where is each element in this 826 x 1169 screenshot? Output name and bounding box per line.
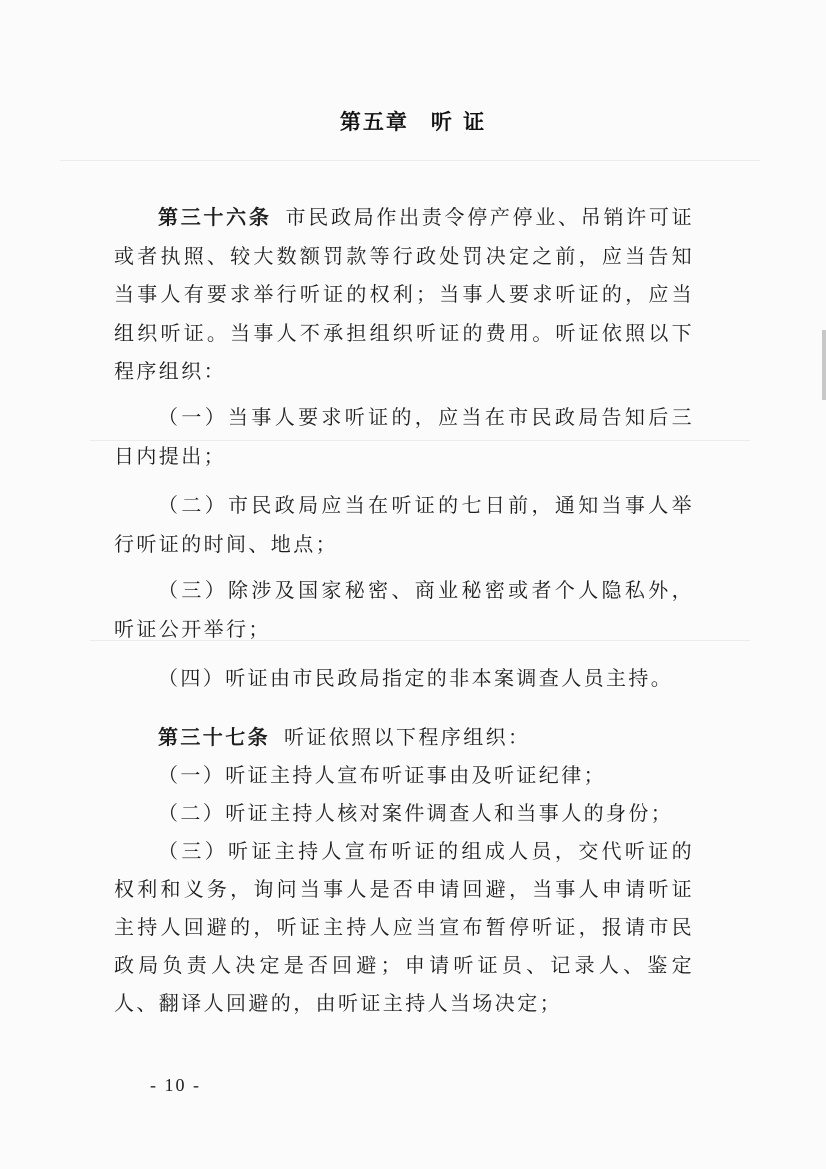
chapter-subtitle: 听 证 <box>430 110 487 134</box>
article-36-item-1: （一）当事人要求听证的，应当在市民政局告知后三日内提出； <box>114 405 694 468</box>
article-37-item-3: （三）听证主持人宣布听证的组成人员，交代听证的权利和义务，询问当事人是否申请回避，当事人申请听证主持人回避的，听证主持人应当宣布暂停听证，报请市民政局负责人决定是否回避；申请听证员、记录人、鉴定人、翻译人回避的，由听证主持人当场决定； <box>114 839 694 1015</box>
scan-edge-mark <box>822 330 826 400</box>
article-36-label: 第三十六条 <box>158 205 272 229</box>
article-36-item-3: （三）除涉及国家秘密、商业秘密或者个人隐私外，听证公开举行； <box>114 578 694 641</box>
article-37-item-1: （一）听证主持人宣布听证事由及听证纪律； <box>158 763 606 787</box>
article-37-paragraph <box>114 718 694 756</box>
page-number: - 10 - <box>150 1075 201 1095</box>
bleed-through-line <box>60 160 760 161</box>
chapter-title <box>0 106 826 136</box>
article-36-item-4: （四）听证由市民政局指定的非本案调查人员主持。 <box>158 666 674 690</box>
article-36-text: 市民政局作出责令停产停业、吊销许可证或者执照、较大数额罚款等行政处罚决定之前，应当告知当事人有要求举行听证的权利；当事人要求听证的，应当组织听证。当事人不承担组织听证的费用。听证依照以下程序组织： <box>114 205 694 383</box>
article-37-item-2: （二）听证主持人核对案件调查人和当事人的身份； <box>158 801 674 825</box>
article-36-paragraph <box>114 198 694 391</box>
chapter-number: 第五章 <box>339 110 409 134</box>
article-36-item-2: （二）市民政局应当在听证的七日前，通知当事人举行听证的时间、地点； <box>114 493 694 556</box>
article-37-text: 听证依照以下程序组织： <box>284 725 531 749</box>
article-37-label: 第三十七条 <box>158 725 270 749</box>
